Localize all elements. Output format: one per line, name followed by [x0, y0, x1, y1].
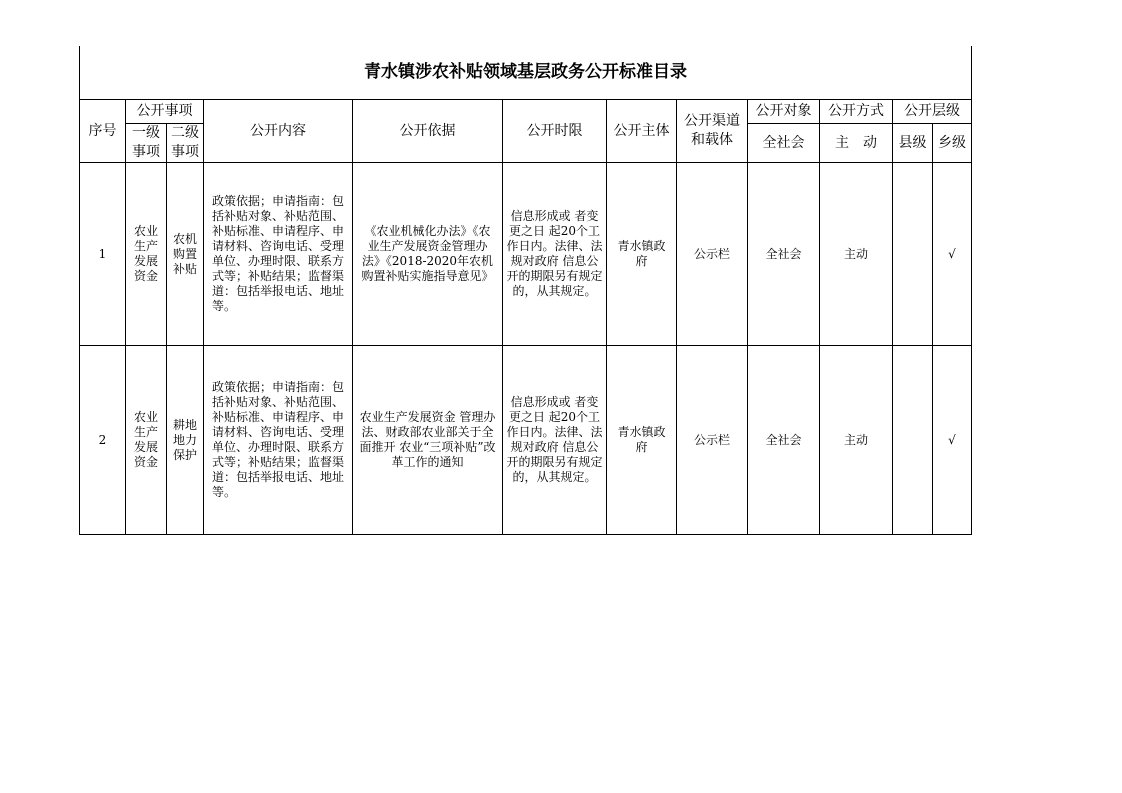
header-method: 主 动: [820, 124, 893, 163]
header-layer-group: 公开层级: [893, 100, 972, 124]
table-row: [80, 346, 972, 535]
row-county: [893, 346, 933, 535]
header-seq: 序号: [80, 100, 126, 163]
page-title: 青水镇涉农补贴领域基层政务公开标准目录: [80, 46, 972, 100]
row-target: 全社会: [748, 163, 820, 346]
header-county: 县级: [893, 124, 933, 163]
row-content: 政策依据；申请指南：包括补贴对象、补贴范围、补贴标准、申请程序、申请材料、咨询电话、受理单位、办理时限、联系方式等；补贴结果；监督渠道：包括举报电话、地址等。: [212, 380, 345, 499]
header-method-group: 公开方式: [820, 100, 893, 124]
row-seq: 2: [80, 346, 126, 535]
row-channel: 公示栏: [677, 346, 748, 535]
row-time-limit: 信息形成或 者变更之日 起20个工作日内。法律、法规对政府 信息公开的期限另有规定的，从其规定。: [506, 209, 603, 298]
row-target: 全社会: [748, 346, 820, 535]
row-township: √: [933, 346, 972, 535]
row-method: 主动: [820, 346, 893, 535]
header-channel: 公开渠道和载体: [684, 113, 740, 148]
catalog-table: [79, 46, 972, 535]
header-township: 乡级: [933, 124, 972, 163]
catalog-sheet: [79, 46, 971, 535]
row-content: 政策依据；申请指南：包括补贴对象、补贴范围、补贴标准、申请程序、申请材料、咨询电话、受理单位、办理时限、联系方式等；补贴结果；监督渠道：包括举报电话、地址等。: [212, 194, 345, 313]
row-county: [893, 163, 933, 346]
row-basis: 农业生产发展资金 管理办法、财政部农业部关于全面推开 农业“三项补贴”改革工作的通知: [359, 410, 496, 469]
header-level2: 二级事项: [171, 125, 199, 160]
header-target: 全社会: [748, 124, 820, 163]
header-subject: 公开主体: [607, 100, 677, 163]
header-level1: 一级事项: [132, 125, 160, 160]
row-subject: 青水镇政府: [617, 425, 666, 454]
row-basis: 《农业机械化办法》《农业生产发展资金管理办法》《2018-2020年农机购置补贴实施指导意见》: [361, 224, 494, 283]
row-township: √: [933, 163, 972, 346]
row-level2: 农机购置补贴: [172, 231, 197, 276]
header-target-group: 公开对象: [748, 100, 820, 124]
row-level1: 农业生产发展资金: [133, 224, 158, 283]
header-items-group: 公开事项: [126, 100, 204, 124]
row-time-limit: 信息形成或 者变更之日 起20个工作日内。法律、法规对政府 信息公开的期限另有规定的，从其规定。: [506, 395, 603, 484]
row-channel: 公示栏: [677, 163, 748, 346]
row-subject: 青水镇政府: [617, 239, 666, 268]
header-basis: 公开依据: [353, 100, 503, 163]
row-level2: 耕地地力保护: [172, 417, 197, 462]
header-content: 公开内容: [204, 100, 353, 163]
table-row: [80, 163, 972, 346]
row-level1: 农业生产发展资金: [133, 410, 158, 469]
row-seq: 1: [80, 163, 126, 346]
row-method: 主动: [820, 163, 893, 346]
header-time-limit: 公开时限: [503, 100, 607, 163]
